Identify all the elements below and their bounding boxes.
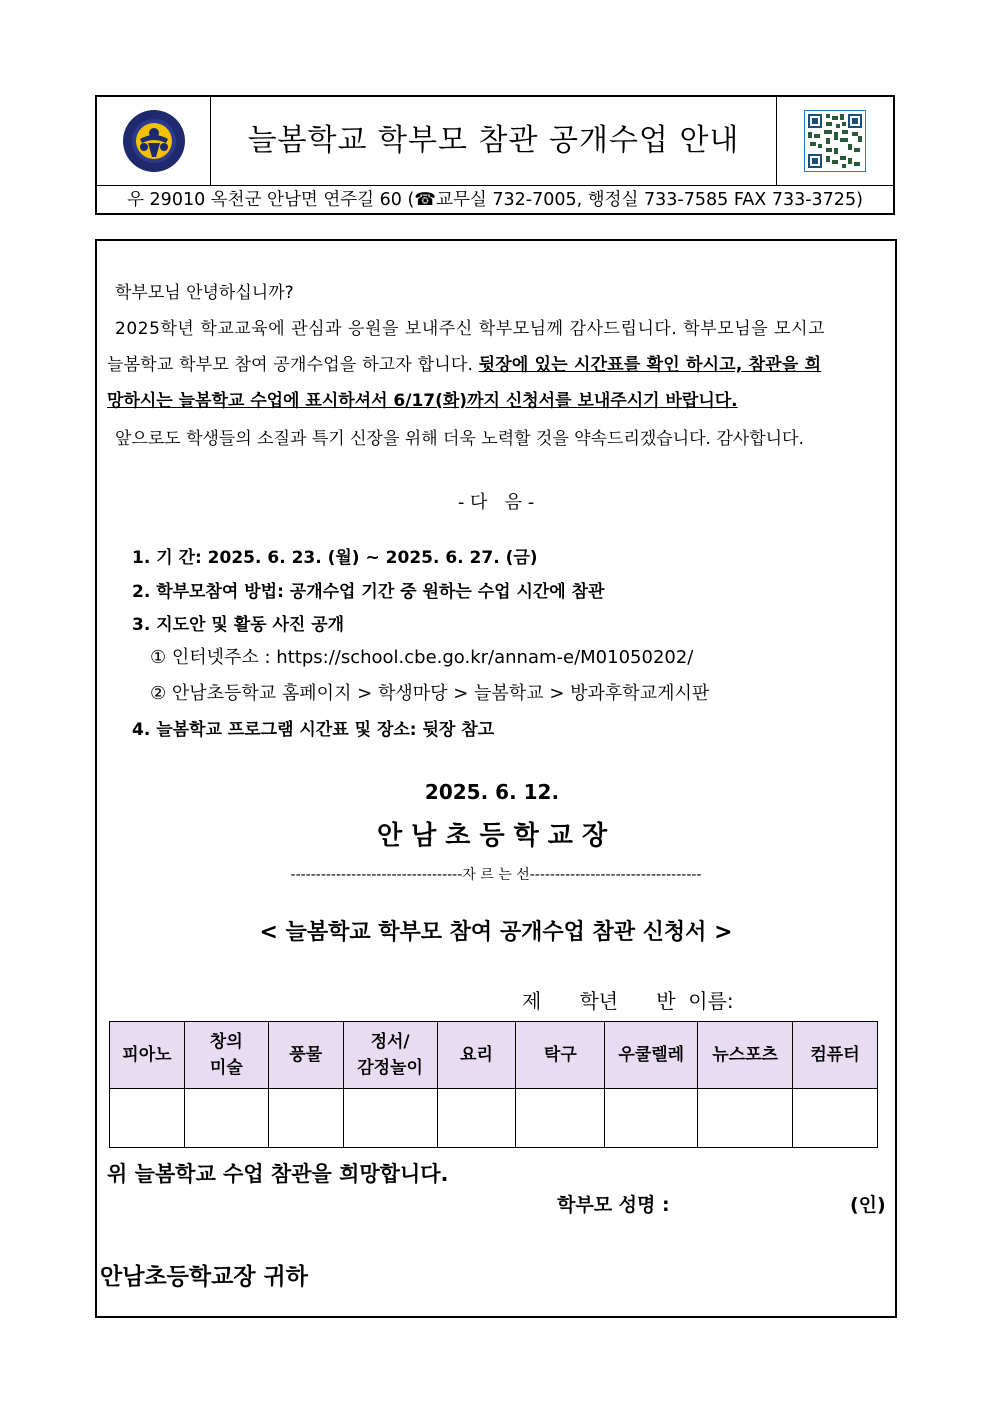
telephone-icon: ☎: [414, 190, 437, 210]
check-cell-table-tennis[interactable]: [516, 1089, 605, 1148]
paragraph-1-plain: 늘봄학교 학부모 참여 공개수업을 하고자 합니다.: [107, 355, 479, 375]
col-pungmul: 풍물: [268, 1022, 343, 1089]
col-creative-art: 창의 미술: [184, 1022, 268, 1089]
document-title: 늘봄학교 학부모 참관 공개수업 안내: [247, 123, 740, 158]
greeting: 학부모님 안녕하십니까?: [115, 283, 294, 303]
paragraph-1-line-3: 망하시는 늘봄학교 수업에 표시하셔서 6/17(화)까지 신청서를 보내주시기 바랍니다.: [107, 391, 738, 411]
table-header-row: [110, 1022, 878, 1089]
item-method: 2. 학부모참여 방법: 공개수업 기간 중 원하는 수업 시간에 참관: [132, 582, 605, 602]
section-heading: - 다 음 -: [457, 492, 535, 513]
address-suffix: 교무실 732-7005, 행정실 733-7585 FAX 733-3725): [436, 190, 863, 210]
letterhead: [95, 95, 895, 215]
paragraph-1-line-1: 2025학년 학교교육에 관심과 응원을 보내주신 학부모님께 감사드립니다. 학부모님을 모시고: [115, 319, 826, 339]
item-homepage-path[interactable]: ② 안남초등학교 홈페이지 > 학생마당 > 늘봄학교 > 방과후학교게시판: [150, 683, 710, 704]
check-cell-piano[interactable]: [110, 1089, 185, 1148]
item-url[interactable]: ① 인터넷주소 : https://school.cbe.go.kr/annam-e/M01050202/: [150, 647, 694, 668]
address-prefix: 우 29010 옥천군 안남면 연주길 60 (: [127, 190, 415, 210]
school-logo: [122, 109, 186, 173]
paragraph-2: 앞으로도 학생들의 소질과 특기 신장을 위해 더욱 노력할 것을 약속드리겠습니다. 감사합니다.: [115, 429, 804, 449]
application-table: [109, 1021, 878, 1148]
col-piano: 피아노: [110, 1022, 185, 1089]
issue-date: 2025. 6. 12.: [424, 780, 560, 804]
signature-label[interactable]: 학부모 성명 :: [557, 1194, 670, 1216]
col-ukulele: 우쿨렐레: [605, 1022, 698, 1089]
col-table-tennis: 탁구: [516, 1022, 605, 1089]
check-cell-new-sports[interactable]: [698, 1089, 793, 1148]
recipient: 안남초등학교장 귀하: [100, 1264, 308, 1290]
principal-name: 안 남 초 등 학 교 장: [376, 821, 608, 851]
seal-mark: (인): [850, 1194, 886, 1216]
col-emotion-play: 정서/ 감정놀이: [343, 1022, 437, 1089]
school-address: [97, 186, 893, 214]
table-row: [110, 1089, 878, 1148]
col-computer: 컴퓨터: [793, 1022, 878, 1089]
check-cell-creative-art[interactable]: [184, 1089, 268, 1148]
check-cell-computer[interactable]: [793, 1089, 878, 1148]
item-timetable: 4. 늘봄학교 프로그램 시간표 및 장소: 뒷장 참고: [132, 720, 495, 740]
qr-code-icon[interactable]: [804, 110, 866, 172]
check-cell-emotion-play[interactable]: [343, 1089, 437, 1148]
paragraph-1-line-2: [107, 350, 821, 375]
request-statement: 위 늘봄학교 수업 참관을 희망합니다.: [107, 1162, 449, 1186]
student-info[interactable]: 제 학년 반 이름:: [522, 989, 734, 1013]
cut-line: ----------------------------------자 르 는 선----------------------------------: [290, 867, 702, 883]
form-title: < 늘봄학교 학부모 참여 공개수업 참관 신청서 >: [259, 920, 733, 945]
check-cell-ukulele[interactable]: [605, 1089, 698, 1148]
check-cell-cooking[interactable]: [437, 1089, 516, 1148]
paragraph-1-emphasis: 뒷장에 있는 시간표를 확인 하시고, 참관을 희: [478, 355, 822, 375]
qr-cell: [776, 97, 893, 185]
letterhead-top-row: [97, 97, 893, 186]
check-cell-pungmul[interactable]: [268, 1089, 343, 1148]
col-new-sports: 뉴스포츠: [698, 1022, 793, 1089]
logo-cell: [97, 97, 211, 185]
col-cooking: 요리: [437, 1022, 516, 1089]
item-publish: 3. 지도안 및 활동 사진 공개: [132, 615, 345, 635]
item-period: 1. 기 간: 2025. 6. 23. (월) ~ 2025. 6. 27. (금): [132, 548, 538, 568]
